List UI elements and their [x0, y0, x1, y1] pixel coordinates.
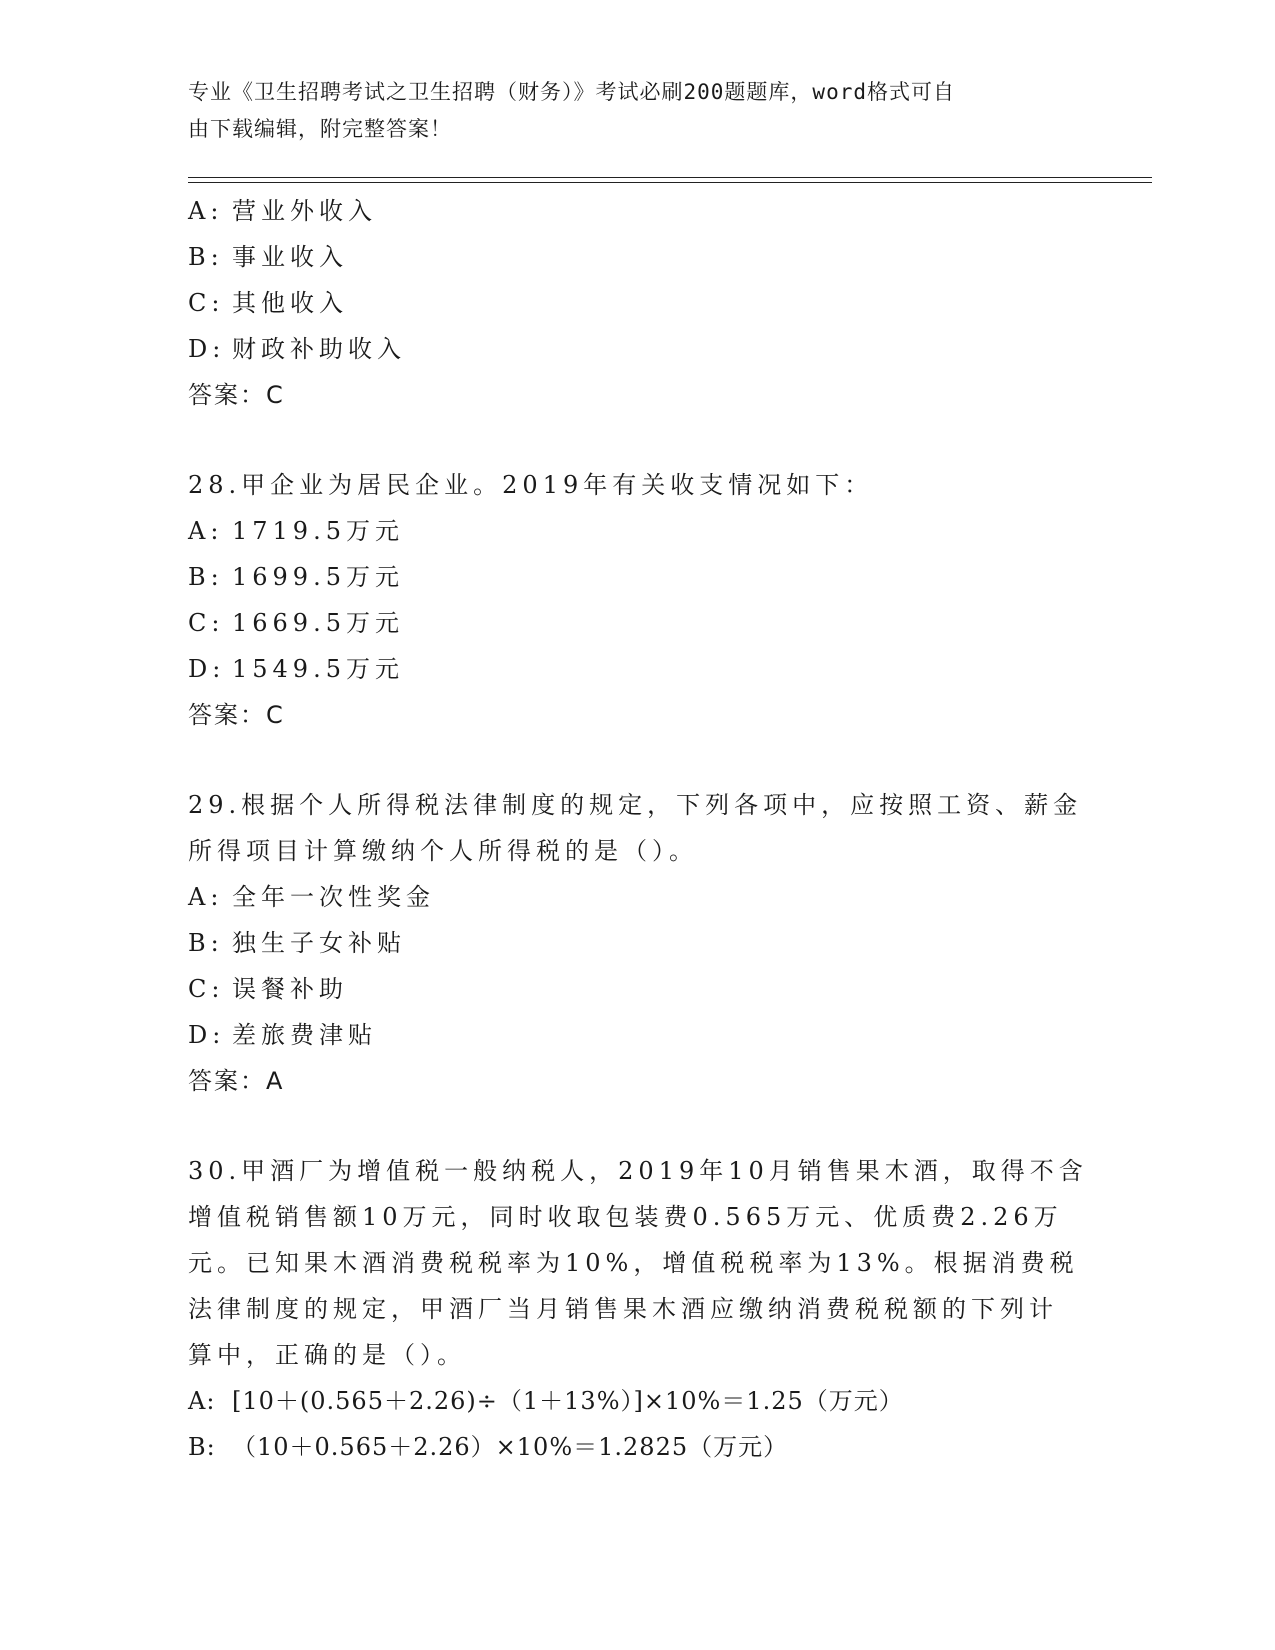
option-b: B: 事业收入 — [188, 243, 348, 271]
question-stem-line-1: 30.甲酒厂为增值税一般纳税人，2019年10月销售果木酒，取得不含 — [188, 1157, 1088, 1185]
option-b: B: 独生子女补贴 — [188, 929, 406, 957]
option-d: D: 差旅费津贴 — [188, 1021, 377, 1049]
spacer — [188, 1104, 1088, 1148]
spacer — [188, 738, 1088, 782]
question-28 — [188, 462, 1088, 738]
option-d: D: 财政补助收入 — [188, 335, 406, 363]
option-b: B: （10＋0.565＋2.26）×10%＝1.2825（万元） — [188, 1433, 789, 1461]
option-a: A: 全年一次性奖金 — [188, 883, 435, 911]
option-d: D: 1549.5万元 — [188, 655, 404, 683]
header-rule-top — [188, 177, 1152, 178]
option-c: C: 其他收入 — [188, 289, 348, 317]
option-c: C: 1669.5万元 — [188, 609, 404, 637]
question-stem-line-2: 所得项目计算缴纳个人所得税的是（）。 — [188, 837, 698, 865]
header-line-2: 由下载编辑，附完整答案！ — [188, 117, 452, 141]
answer: 答案：C — [188, 381, 285, 409]
question-list — [188, 188, 1088, 1470]
question-stem-line-4: 法律制度的规定，甲酒厂当月销售果木酒应缴纳消费税税额的下列计 — [188, 1295, 1058, 1323]
option-c: C: 误餐补助 — [188, 975, 348, 1003]
header-line-1: 专业《卫生招聘考试之卫生招聘（财务）》考试必刷200题题库，word格式可自 — [188, 80, 955, 104]
question-27 — [188, 188, 1088, 418]
option-a: A: 1719.5万元 — [188, 517, 404, 545]
question-30 — [188, 1148, 1088, 1470]
header-rule-bottom — [188, 182, 1152, 183]
question-stem-line-5: 算中，正确的是（）。 — [188, 1341, 466, 1369]
option-a: A: [10＋(0.565＋2.26)÷（1＋13%）]×10%＝1.25（万元） — [188, 1387, 904, 1415]
question-stem: 28.甲企业为居民企业。2019年有关收支情况如下： — [188, 471, 874, 499]
question-stem-line-1: 29.根据个人所得税法律制度的规定，下列各项中，应按照工资、薪金 — [188, 791, 1083, 819]
question-stem-line-2: 增值税销售额10万元，同时收取包装费0.565万元、优质费2.26万 — [188, 1203, 1063, 1231]
answer: 答案：C — [188, 701, 285, 729]
spacer — [188, 418, 1088, 462]
document-header — [188, 74, 1068, 148]
option-a: A: 营业外收入 — [188, 197, 377, 225]
question-29 — [188, 782, 1088, 1104]
answer: 答案：A — [188, 1067, 285, 1095]
option-b: B: 1699.5万元 — [188, 563, 404, 591]
question-stem-line-3: 元。已知果木酒消费税税率为10%，增值税税率为13%。根据消费税 — [188, 1249, 1079, 1277]
